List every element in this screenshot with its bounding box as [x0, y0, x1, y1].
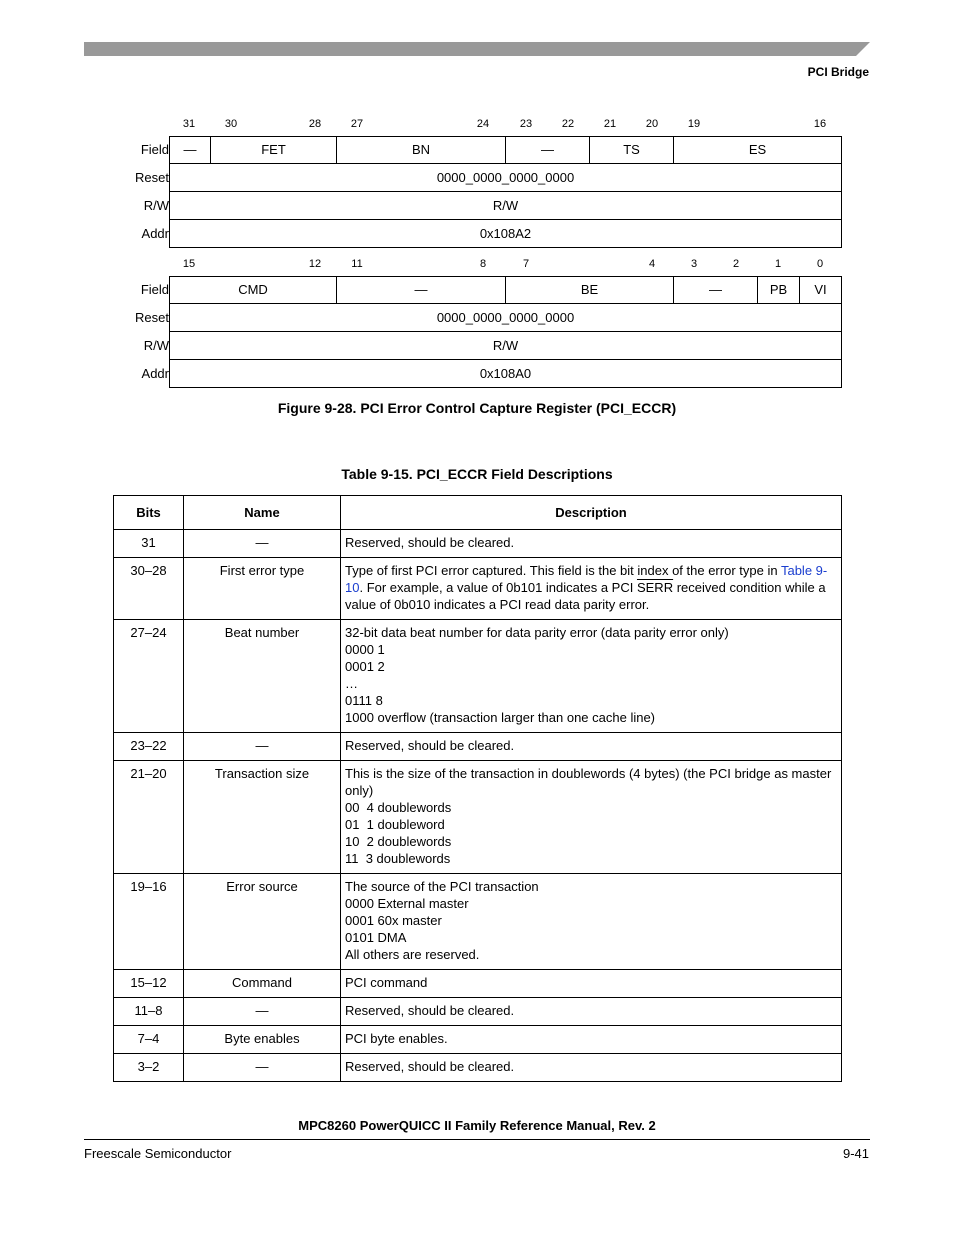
row-label-rw: R/W: [143, 338, 169, 353]
field-row: [113, 276, 842, 304]
addr-value: 0x108A2: [169, 220, 842, 248]
description-line: Reserved, should be cleared.: [345, 1059, 515, 1074]
description-line: The source of the PCI transaction: [345, 879, 539, 894]
bit-number: 2: [732, 258, 740, 270]
bit-numbers-lower: [113, 258, 842, 276]
description-line: 32-bit data beat number for data parity error (data parity error only): [345, 625, 729, 640]
bit-number: 27: [350, 118, 364, 130]
field-cell: CMD: [169, 276, 337, 304]
column-header-bits: Bits: [114, 496, 184, 530]
description-line: All others are reserved.: [345, 947, 480, 962]
footer-manual-title: MPC8260 PowerQUICC II Family Reference Manual, Rev. 2: [298, 1118, 656, 1133]
description-line: …: [345, 676, 358, 691]
name-cell: —: [184, 733, 341, 761]
bit-number: 16: [813, 118, 827, 130]
section-title: PCI Bridge: [807, 65, 869, 79]
bit-number: 8: [479, 258, 487, 270]
table-row: [114, 530, 842, 558]
reset-value: 0000_0000_0000_0000: [169, 304, 842, 332]
bits-cell: 19–16: [114, 874, 184, 970]
page-number: 9-41: [842, 1146, 869, 1161]
register-diagram-upper: [113, 118, 842, 248]
field-cell: —: [506, 136, 590, 164]
description-line: This is the size of the transaction in doublewords (4 bytes) (the PCI bridge as master only): [345, 766, 832, 798]
field-cell: PB: [758, 276, 800, 304]
table-row: [114, 970, 842, 998]
bit-number: 3: [690, 258, 698, 270]
bit-number: 22: [561, 118, 575, 130]
description-line: 10 2 doublewords: [345, 834, 452, 849]
field-cell: VI: [800, 276, 842, 304]
description-cell: [341, 620, 842, 733]
field-cell: BN: [337, 136, 506, 164]
column-header-description: Description: [341, 496, 842, 530]
bits-cell: 7–4: [114, 1026, 184, 1054]
table-row: [114, 761, 842, 874]
bit-number: 7: [522, 258, 530, 270]
description-cell: [341, 1054, 842, 1082]
table-caption: Table 9-15. PCI_ECCR Field Descriptions: [341, 466, 613, 482]
bit-number: 23: [519, 118, 533, 130]
description-cell: [341, 874, 842, 970]
column-header-name: Name: [184, 496, 341, 530]
description-line: 00 4 doublewords: [345, 800, 452, 815]
footer-divider: [84, 1139, 870, 1140]
description-line: 1000 overflow (transaction larger than one cache line): [345, 710, 656, 725]
reset-row: [113, 164, 842, 192]
table-9-10-link[interactable]: Table 9-10: [345, 563, 828, 595]
bit-number: 20: [645, 118, 659, 130]
field-cell: —: [169, 136, 211, 164]
name-cell: Error source: [184, 874, 341, 970]
row-label-reset: Reset: [135, 170, 169, 185]
description-line: 0101 DMA: [345, 930, 407, 945]
serr-signal: SERR: [636, 580, 674, 595]
description-cell: [341, 970, 842, 998]
bit-number: 11: [351, 258, 363, 270]
table-row: [114, 620, 842, 733]
bits-cell: 3–2: [114, 1054, 184, 1082]
bit-number: 19: [687, 118, 701, 130]
bit-number: 12: [308, 258, 322, 270]
field-cell: —: [337, 276, 506, 304]
description-line: 0001 60x master: [345, 913, 442, 928]
description-cell: [341, 1026, 842, 1054]
bits-cell: 27–24: [114, 620, 184, 733]
table-header-row: [114, 496, 842, 530]
name-cell: —: [184, 998, 341, 1026]
header-bar: [84, 42, 870, 56]
table-row: [114, 1026, 842, 1054]
description-line: PCI command: [345, 975, 428, 990]
row-label-addr: Addr: [141, 226, 169, 241]
name-cell: Byte enables: [184, 1026, 341, 1054]
bits-cell: 30–28: [114, 558, 184, 620]
reset-row: [113, 304, 842, 332]
bit-numbers-upper: [113, 118, 842, 136]
rw-value: R/W: [169, 192, 842, 220]
description-text: . For example, a value of 0b101 indicates a PCI: [359, 580, 637, 595]
table-row: [114, 874, 842, 970]
row-label-reset: Reset: [135, 310, 169, 325]
row-label-addr: Addr: [141, 366, 169, 381]
rw-value: R/W: [169, 332, 842, 360]
description-line: Reserved, should be cleared.: [345, 535, 515, 550]
bit-number: 30: [224, 118, 238, 130]
bits-cell: 23–22: [114, 733, 184, 761]
description-line: 11 3 doublewords: [345, 851, 451, 866]
figure-caption: Figure 9-28. PCI Error Control Capture Register (PCI_ECCR): [277, 400, 677, 416]
addr-value: 0x108A0: [169, 360, 842, 388]
bit-number: 1: [774, 258, 782, 270]
table-row: [114, 558, 842, 620]
bits-cell: 31: [114, 530, 184, 558]
table-row: [114, 998, 842, 1026]
bit-number: 28: [308, 118, 322, 130]
row-label-field: Field: [140, 282, 169, 297]
bits-cell: 11–8: [114, 998, 184, 1026]
field-cell: TS: [590, 136, 674, 164]
field-cell: FET: [211, 136, 337, 164]
description-cell: [341, 530, 842, 558]
bits-cell: 21–20: [114, 761, 184, 874]
name-cell: First error type: [184, 558, 341, 620]
addr-row: [113, 360, 842, 388]
register-diagram-lower: [113, 258, 842, 388]
description-line: 01 1 doubleword: [345, 817, 445, 832]
field-cell: —: [674, 276, 758, 304]
bit-number: 0: [816, 258, 824, 270]
description-cell: [341, 558, 842, 620]
field-cell: BE: [506, 276, 674, 304]
description-line: 0000 1: [345, 642, 385, 657]
name-cell: Transaction size: [184, 761, 341, 874]
rw-row: [113, 332, 842, 360]
bit-number: 24: [476, 118, 490, 130]
bit-number: 21: [603, 118, 617, 130]
description-line: 0111 8: [345, 693, 383, 708]
field-descriptions-table: [113, 495, 842, 1082]
description-cell: [341, 998, 842, 1026]
row-label-field: Field: [140, 142, 169, 157]
addr-row: [113, 220, 842, 248]
bits-cell: 15–12: [114, 970, 184, 998]
rw-row: [113, 192, 842, 220]
name-cell: Beat number: [184, 620, 341, 733]
description-text: Type of first PCI error captured. This field is the bit index of the error type in: [345, 563, 778, 578]
name-cell: Command: [184, 970, 341, 998]
description-cell: [341, 733, 842, 761]
description-line: Reserved, should be cleared.: [345, 1003, 515, 1018]
field-cell: ES: [674, 136, 842, 164]
bit-number: 15: [182, 258, 196, 270]
bit-number: 31: [182, 118, 196, 130]
table-row: [114, 1054, 842, 1082]
footer-company: Freescale Semiconductor: [84, 1146, 232, 1161]
description-line: Reserved, should be cleared.: [345, 738, 515, 753]
name-cell: —: [184, 1054, 341, 1082]
bit-number: 4: [648, 258, 656, 270]
description-text: received condition while a value of 0b010 indicates a PCI read data parity error.: [345, 580, 826, 612]
row-label-rw: R/W: [143, 198, 169, 213]
description-line: 0000 External master: [345, 896, 469, 911]
table-row: [114, 733, 842, 761]
reset-value: 0000_0000_0000_0000: [169, 164, 842, 192]
field-row: [113, 136, 842, 164]
description-line: 0001 2: [345, 659, 385, 674]
description-cell: [341, 761, 842, 874]
description-line: PCI byte enables.: [345, 1031, 448, 1046]
name-cell: —: [184, 530, 341, 558]
